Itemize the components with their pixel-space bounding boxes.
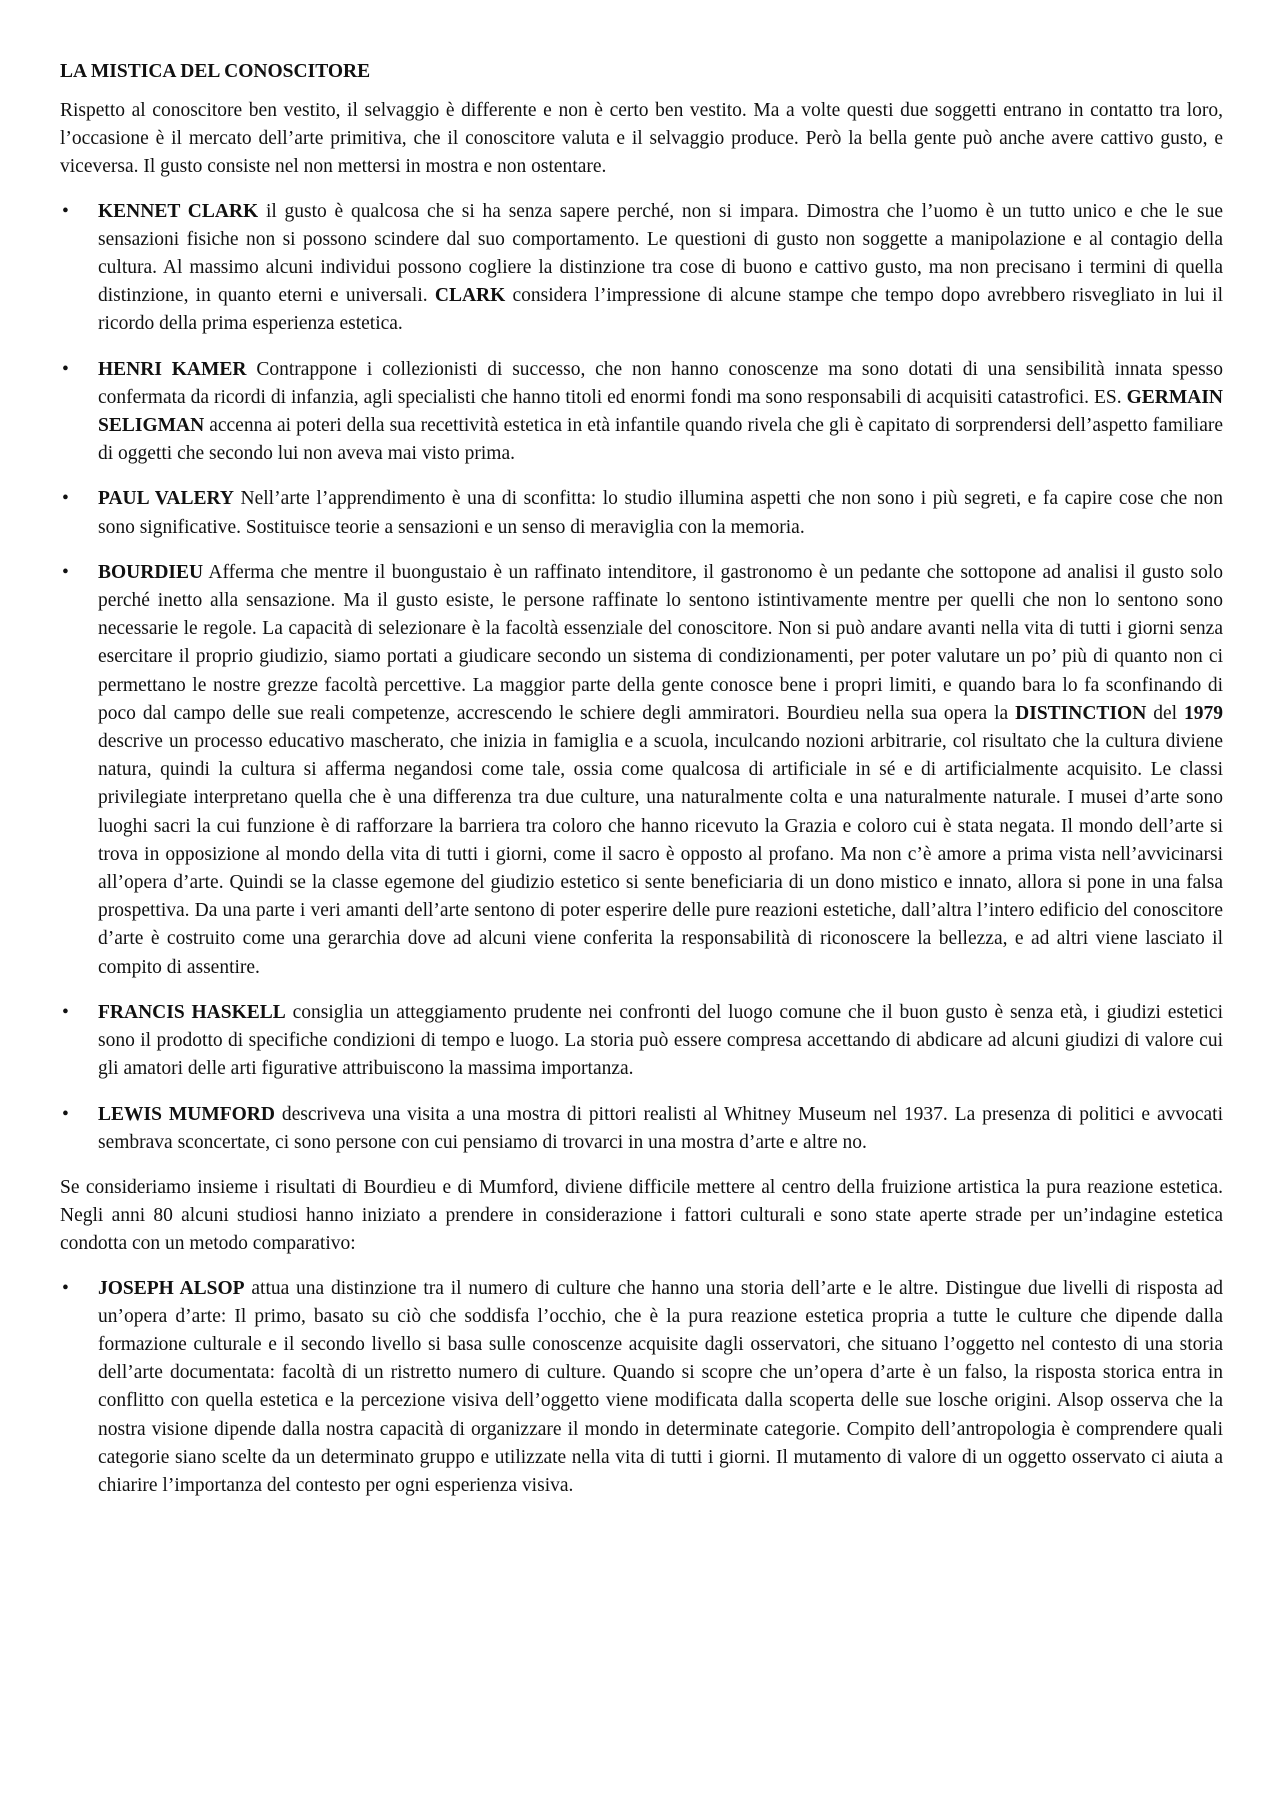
bullet-item-francis-haskell xyxy=(60,999,1223,1084)
author-name: KENNET CLARK xyxy=(98,200,259,222)
author-name: BOURDIEU xyxy=(98,561,204,583)
bullet-text-continued: del xyxy=(1146,702,1184,724)
author-name: HENRI KAMER xyxy=(98,358,247,380)
bullet-text-continued: descrive un processo educativo mascherato, che inizia in famiglia e a scuola, inculcando nozioni arbitrarie, col risultato che la cultura diviene natura, quindi la cultura si afferma negandosi come tale, ossia come qualcosa di artificiale in sé e di artificialmente acquisito. Le classi privilegiate interpretano quella che è una differenza tra due culture, una naturalmente colta e una naturalmente naturale. I musei d’arte sono luoghi sacri la cui funzione è di rafforzare la barriera tra coloro che hanno ricevuto la Grazia e coloro cui è stata negata. Il mondo dell’arte si trova in opposizione al mondo della vita di tutti i giorni, come il sacro è opposto al profano. Ma non c’è amore a prima vista nell’avvicinarsi all’opera d’arte. Quindi se la classe egemone del giudizio estetico si sente beneficiaria di un dono mistico e innato, allora si pone in una falsa prospettiva. Da una parte i veri amanti dell’arte sentono di poter esperire delle pure reazioni estetiche, dall’altra l’intero edificio del conoscitore d’arte è costruito come una gerarchia dove ad alcuni viene conferita la responsabilità di riconoscere la bellezza, e ad altri viene lasciato il compito di assentire. xyxy=(98,731,1223,978)
bullet-text: attua una distinzione tra il numero di culture che hanno una storia dell’arte e le altre. Distingue due livelli di risposta ad un’opera d’arte: Il primo, basato su ciò che soddisfa l’occhio, che è la pura reazione estetica propria a tutte le culture che dipende dalla formazione culturale e il secondo livello si basa sulle conoscenze acquisite dagli osservatori, che situano l’oggetto nel contesto di una storia dell’arte documentata: facoltà di un ristretto numero di culture. Quando si scopre che un’opera d’arte è un falso, la risposta storica entra in conflitto con quella estetica e la percezione visiva dell’oggetto viene modificata dalla scoperta delle sue losche origini. Alsop osserva che la nostra visione dipende dalla nostra capacità di organizzare il mondo in determinate categorie. Compito dell’antropologia è comprendere quali categorie siano scelte da un determinato gruppo e utilizzate nella vita di tutti i giorni. Il mutamento di valore di un oggetto osservato ci aiuta a chiarire l’importanza del contesto per ogni esperienza visiva. xyxy=(98,1277,1223,1496)
bullet-item-lewis-mumford xyxy=(60,1101,1223,1157)
author-name: JOSEPH ALSOP xyxy=(98,1277,245,1299)
bullet-text: Afferma che mentre il buongustaio è un raffinato intenditore, il gastronomo è un pedante che sottopone ad analisi il gusto solo perché inetto alla sensazione. Ma il gusto esiste, le persone raffinate lo sentono istintivamente mentre per quelli che non lo sentono sono necessarie le regole. La capacità di selezionare è la facoltà essenziale del conoscitore. Non si può andare avanti nella vita di tutti i giorni senza esercitare il proprio giudizio, siamo portati a giudicare secondo un sistema di condizionamenti, per poter valutare un po’ più di quanto non ci permettano le nostre grezze facoltà percettive. La maggior parte della gente conosce bene i propri limiti, e quando bara lo fa sconfinando di poco dal campo delle sue reali competenze, accrescendo le schiere degli ammiratori. Bourdieu nella sua opera la xyxy=(98,561,1223,724)
bullet-dot-icon: • xyxy=(62,358,69,380)
author-name: FRANCIS HASKELL xyxy=(98,1001,286,1023)
bullet-item-henri-kamer xyxy=(60,356,1223,469)
bullet-text: descriveva una visita a una mostra di pittori realisti al Whitney Museum nel 1937. La presenza di politici e avvocati sembrava sconcertate, ci sono persone con cui pensiamo di trovarci in una mostra d’arte e altre no. xyxy=(98,1103,1224,1153)
bullet-item-paul-valery xyxy=(60,485,1223,541)
bullet-dot-icon: • xyxy=(62,1277,69,1299)
bullet-item-joseph-alsop xyxy=(60,1275,1223,1501)
bullet-list-comparative xyxy=(60,1275,1223,1501)
work-year: 1979 xyxy=(1184,702,1223,724)
bullet-text-continued: accenna ai poteri della sua recettività estetica in età infantile quando rivela che gli è capitato di sorprendersi dell’aspetto familiare di oggetti che secondo lui non aveva mai visto prima. xyxy=(98,415,1223,465)
bullet-dot-icon: • xyxy=(62,488,69,510)
bullet-text-continued: considera l’impressione di alcune stampe che tempo dopo avrebbero risvegliato in lui il ricordo della prima esperienza estetica. xyxy=(98,285,1223,335)
document-title: LA MISTICA DEL CONOSCITORE xyxy=(60,61,371,82)
document-page xyxy=(60,58,1223,1517)
intro-paragraph: Rispetto al conoscitore ben vestito, il selvaggio è differente e non è certo ben vestito. Ma a volte questi due soggetti entrano in contatto tra loro, l’occasione è il mercato dell’arte primitiva, che il conoscitore valuta e il selvaggio produce. Però la bella gente può anche avere cattivo gusto, e viceversa. Il gusto consiste nel non mettersi in mostra e non ostentare. xyxy=(60,100,1223,178)
author-name: LEWIS MUMFORD xyxy=(98,1103,275,1125)
bullet-dot-icon: • xyxy=(62,561,69,583)
bullet-text: Contrappone i collezionisti di successo, che non hanno conoscenze ma sono dotati di una sensibilità innata spesso confermata da ricordi di infanzia, agli specialisti che hanno titoli ed enormi fondi ma sono responsabili di acquisiti catastrofici. ES. xyxy=(98,358,1224,408)
bullet-dot-icon: • xyxy=(62,1103,69,1125)
bullet-dot-icon: • xyxy=(62,1001,69,1023)
bullet-text: Nell’arte l’apprendimento è una di sconfitta: lo studio illumina aspetti che non sono i più segreti, e fa capire cose che non sono significative. Sostituisce teorie a sensazioni e un senso di meraviglia con la memoria. xyxy=(98,488,1223,538)
middle-paragraph: Se consideriamo insieme i risultati di Bourdieu e di Mumford, diviene difficile mettere al centro della fruizione artistica la pura reazione estetica. Negli anni 80 alcuni studiosi hanno iniziato a prendere in considerazione i fattori culturali e sono state aperte strade per un’indagine estetica condotta con un metodo comparativo: xyxy=(60,1176,1223,1255)
bullet-item-kennet-clark xyxy=(60,198,1223,339)
bullet-text: il gusto è qualcosa che si ha senza sapere perché, non si impara. Dimostra che l’uomo è un tutto unico e che le sue sensazioni fisiche non si possono scindere dal suo comportamento. Le questioni di gusto non soggette a manipolazione e al contagio della cultura. Al massimo alcuni individui possono cogliere la distinzione tra cose di buono e cattivo gusto, ma non precisano i termini di quella distinzione, in quanto eterni e universali. xyxy=(98,200,1224,307)
bullet-item-bourdieu xyxy=(60,559,1223,982)
author-name-secondary: CLARK xyxy=(434,285,506,307)
bullet-text: consiglia un atteggiamento prudente nei confronti del luogo comune che il buon gusto è senza età, i giudizi estetici sono il prodotto di specifiche condizioni di tempo e luogo. La storia può essere compresa accettando di abdicare ad alcuni giudizi di valore cui gli amatori delle arti figurative attribuiscono la massima importanza. xyxy=(98,1001,1223,1080)
bullet-list-authors xyxy=(60,198,1223,1157)
author-name: PAUL VALERY xyxy=(98,488,234,510)
work-title: DISTINCTION xyxy=(1015,702,1147,724)
bullet-dot-icon: • xyxy=(62,200,69,222)
author-name-secondary: GERMAIN SELIGMAN xyxy=(98,386,1223,437)
